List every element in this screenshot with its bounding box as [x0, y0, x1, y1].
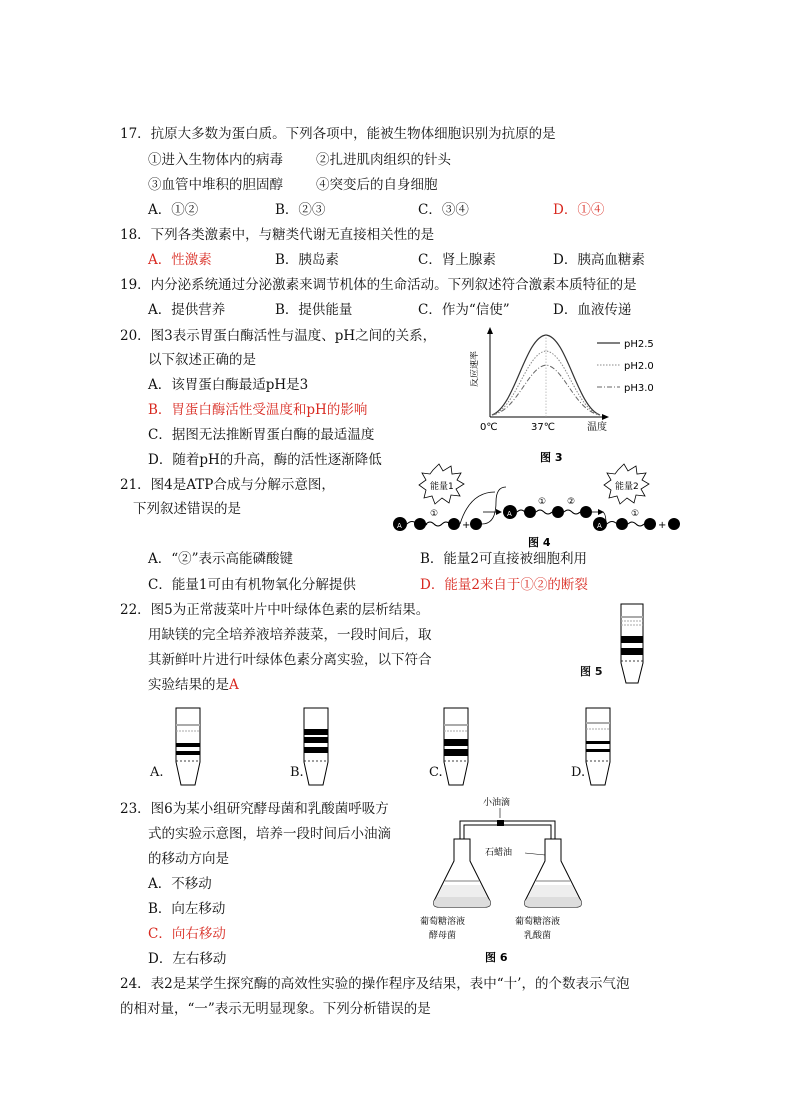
q19-option-b: B．提供能量	[275, 302, 353, 318]
q21-option-c: C．能量1可由有机物氧化分解提供	[148, 577, 356, 593]
figure-3-enzyme-chart	[470, 325, 670, 470]
q18-option-a: A．性激素	[148, 252, 212, 268]
q17-option-c: C．③④	[418, 202, 469, 218]
fig6-right-solution: 葡萄糖溶液	[515, 917, 561, 927]
tube-option-a	[172, 707, 204, 787]
q22-line-4: 实验结果的是A	[148, 677, 239, 693]
q23-line-3: 的移动方向是	[148, 851, 229, 867]
fig4-label: 图 4	[528, 536, 551, 549]
fig4-energy1: 能量1	[430, 482, 454, 492]
q21-option-a: A．“②”表示高能磷酸键	[148, 551, 294, 567]
fig3-legend-ph20: pH2.0	[624, 361, 654, 372]
q23-option-a: A．不移动	[148, 876, 212, 892]
q20-option-c: C．据图无法推断胃蛋白酶的最适温度	[148, 427, 375, 443]
q20-stem-line2: 以下叙述正确的是	[148, 352, 256, 368]
q23-option-c: C．向右移动	[148, 926, 226, 942]
fig3-label: 图 3	[540, 451, 563, 464]
q18-option-b: B．胰岛素	[275, 252, 339, 268]
svg-text:A: A	[507, 510, 512, 518]
q18-option-c: C．肾上腺素	[418, 252, 496, 268]
fig6-left-solution: 葡萄糖溶液	[420, 917, 466, 927]
fig4-energy2: 能量2	[615, 482, 639, 492]
q23-option-d: D．左右移动	[148, 951, 227, 967]
q23-line-1: 23．图6为某小组研究酵母菌和乳酸菌呼吸方	[120, 801, 389, 817]
fig6-paraffin-label: 石蜡油	[485, 848, 513, 858]
fig4-bond1-center: ①	[538, 497, 547, 507]
q17-option-b: B．②③	[275, 202, 326, 218]
fig3-xlabel: 温度	[587, 422, 607, 433]
q20-stem-line1: 20．图3表示胃蛋白酶活性与温度、pH之间的关系，	[120, 328, 437, 344]
fig6-label: 图 6	[485, 951, 508, 964]
svg-text:+: +	[462, 520, 471, 531]
q19-option-d: D．血液传递	[553, 302, 632, 318]
q21-option-d: D．能量2来自于①②的断裂	[420, 577, 588, 593]
q19-option-a: A．提供营养	[148, 302, 226, 318]
q17-item-3: ③血管中堆积的胆固醇	[148, 177, 283, 193]
tube-option-b	[300, 707, 332, 787]
fig3-tick-37: 37℃	[531, 422, 555, 433]
q21-stem-line1: 21．图4是ATP合成与分解示意图，	[120, 477, 335, 493]
fig3-tick-0: 0℃	[480, 422, 498, 433]
q23-option-b: B．向左移动	[148, 901, 226, 917]
q24-line-2: 的相对量，“一”表示无明显现象。下列分析错误的是	[120, 1001, 431, 1017]
q22-line-3: 其新鲜叶片进行叶绿体色素分离实验，以下符合	[148, 652, 432, 668]
q19-stem: 19．内分泌系统通过分泌激素来调节机体的生命活动。下列叙述符合激素本质特征的是	[120, 277, 637, 293]
q22-answer: A	[229, 677, 239, 693]
q21-option-b: B．能量2可直接被细胞利用	[420, 551, 588, 567]
q19-option-c: C．作为“信使”	[418, 302, 510, 318]
fig4-bond1-right: ①	[631, 509, 640, 519]
q20-option-b: B．胃蛋白酶活性受温度和pH的影响	[148, 402, 368, 418]
fig6-left-organism: 酵母菌	[429, 931, 457, 941]
q17-option-d: D．①④	[553, 202, 605, 218]
q17-item-4: ④突变后的自身细胞	[316, 177, 438, 193]
q23-line-2: 式的实验示意图，培养一段时间后小油滴	[148, 826, 391, 842]
svg-text:A: A	[397, 522, 402, 530]
svg-text:A: A	[597, 522, 602, 530]
fig3-legend-ph25: pH2.5	[624, 339, 654, 350]
fig4-bond2: ②	[567, 497, 576, 507]
fig3-legend-ph30: pH3.0	[624, 383, 654, 394]
q17-item-1: ①进入生物体内的病毒	[148, 152, 283, 168]
q17-stem: 17．抗原大多数为蛋白质。下列各项中，能被生物体细胞识别为抗原的是	[120, 126, 556, 142]
q17-item-2: ②扎进肌肉组织的针头	[316, 152, 451, 168]
fig6-right-organism: 乳酸菌	[524, 931, 552, 941]
svg-text:+: +	[658, 520, 667, 531]
fig6-oil-drop-label: 小油滴	[483, 798, 511, 808]
q22-line-2: 用缺镁的完全培养液培养菠菜，一段时间后，取	[148, 627, 432, 643]
fig4-bond1-left: ①	[430, 509, 439, 519]
tube-label-a: A.	[150, 765, 164, 780]
figure-6-flask-apparatus	[415, 793, 600, 968]
q17-option-a: A．①②	[148, 202, 199, 218]
q24-line-1: 24．表2是某学生探究酶的高效性实验的操作程序及结果，表中“十’，的个数表示气泡	[120, 976, 630, 992]
q20-option-a: A．该胃蛋白酶最适pH是3	[148, 377, 309, 393]
figure-5-tube	[617, 603, 647, 685]
tube-option-c	[440, 707, 472, 787]
q21-stem-line2: 下列叙述错误的是	[133, 501, 241, 517]
fig5-label: 图 5	[580, 665, 603, 678]
tube-label-d: D.	[571, 765, 586, 780]
tube-label-b: B.	[290, 765, 304, 780]
tube-label-c: C.	[429, 765, 443, 780]
q18-option-d: D．胰高血糖素	[553, 252, 645, 268]
fig3-ylabel: 反应速率	[470, 350, 480, 387]
q18-stem: 18．下列各类激素中，与糖类代谢无直接相关性的是	[120, 227, 435, 243]
q20-option-d: D．随着pH的升高，酶的活性逐渐降低	[148, 452, 382, 468]
figure-4-atp-diagram	[388, 462, 688, 550]
tube-option-d	[582, 707, 614, 787]
q22-line-1: 22．图5为正常菠菜叶片中叶绿体色素的层析结果。	[120, 602, 430, 618]
